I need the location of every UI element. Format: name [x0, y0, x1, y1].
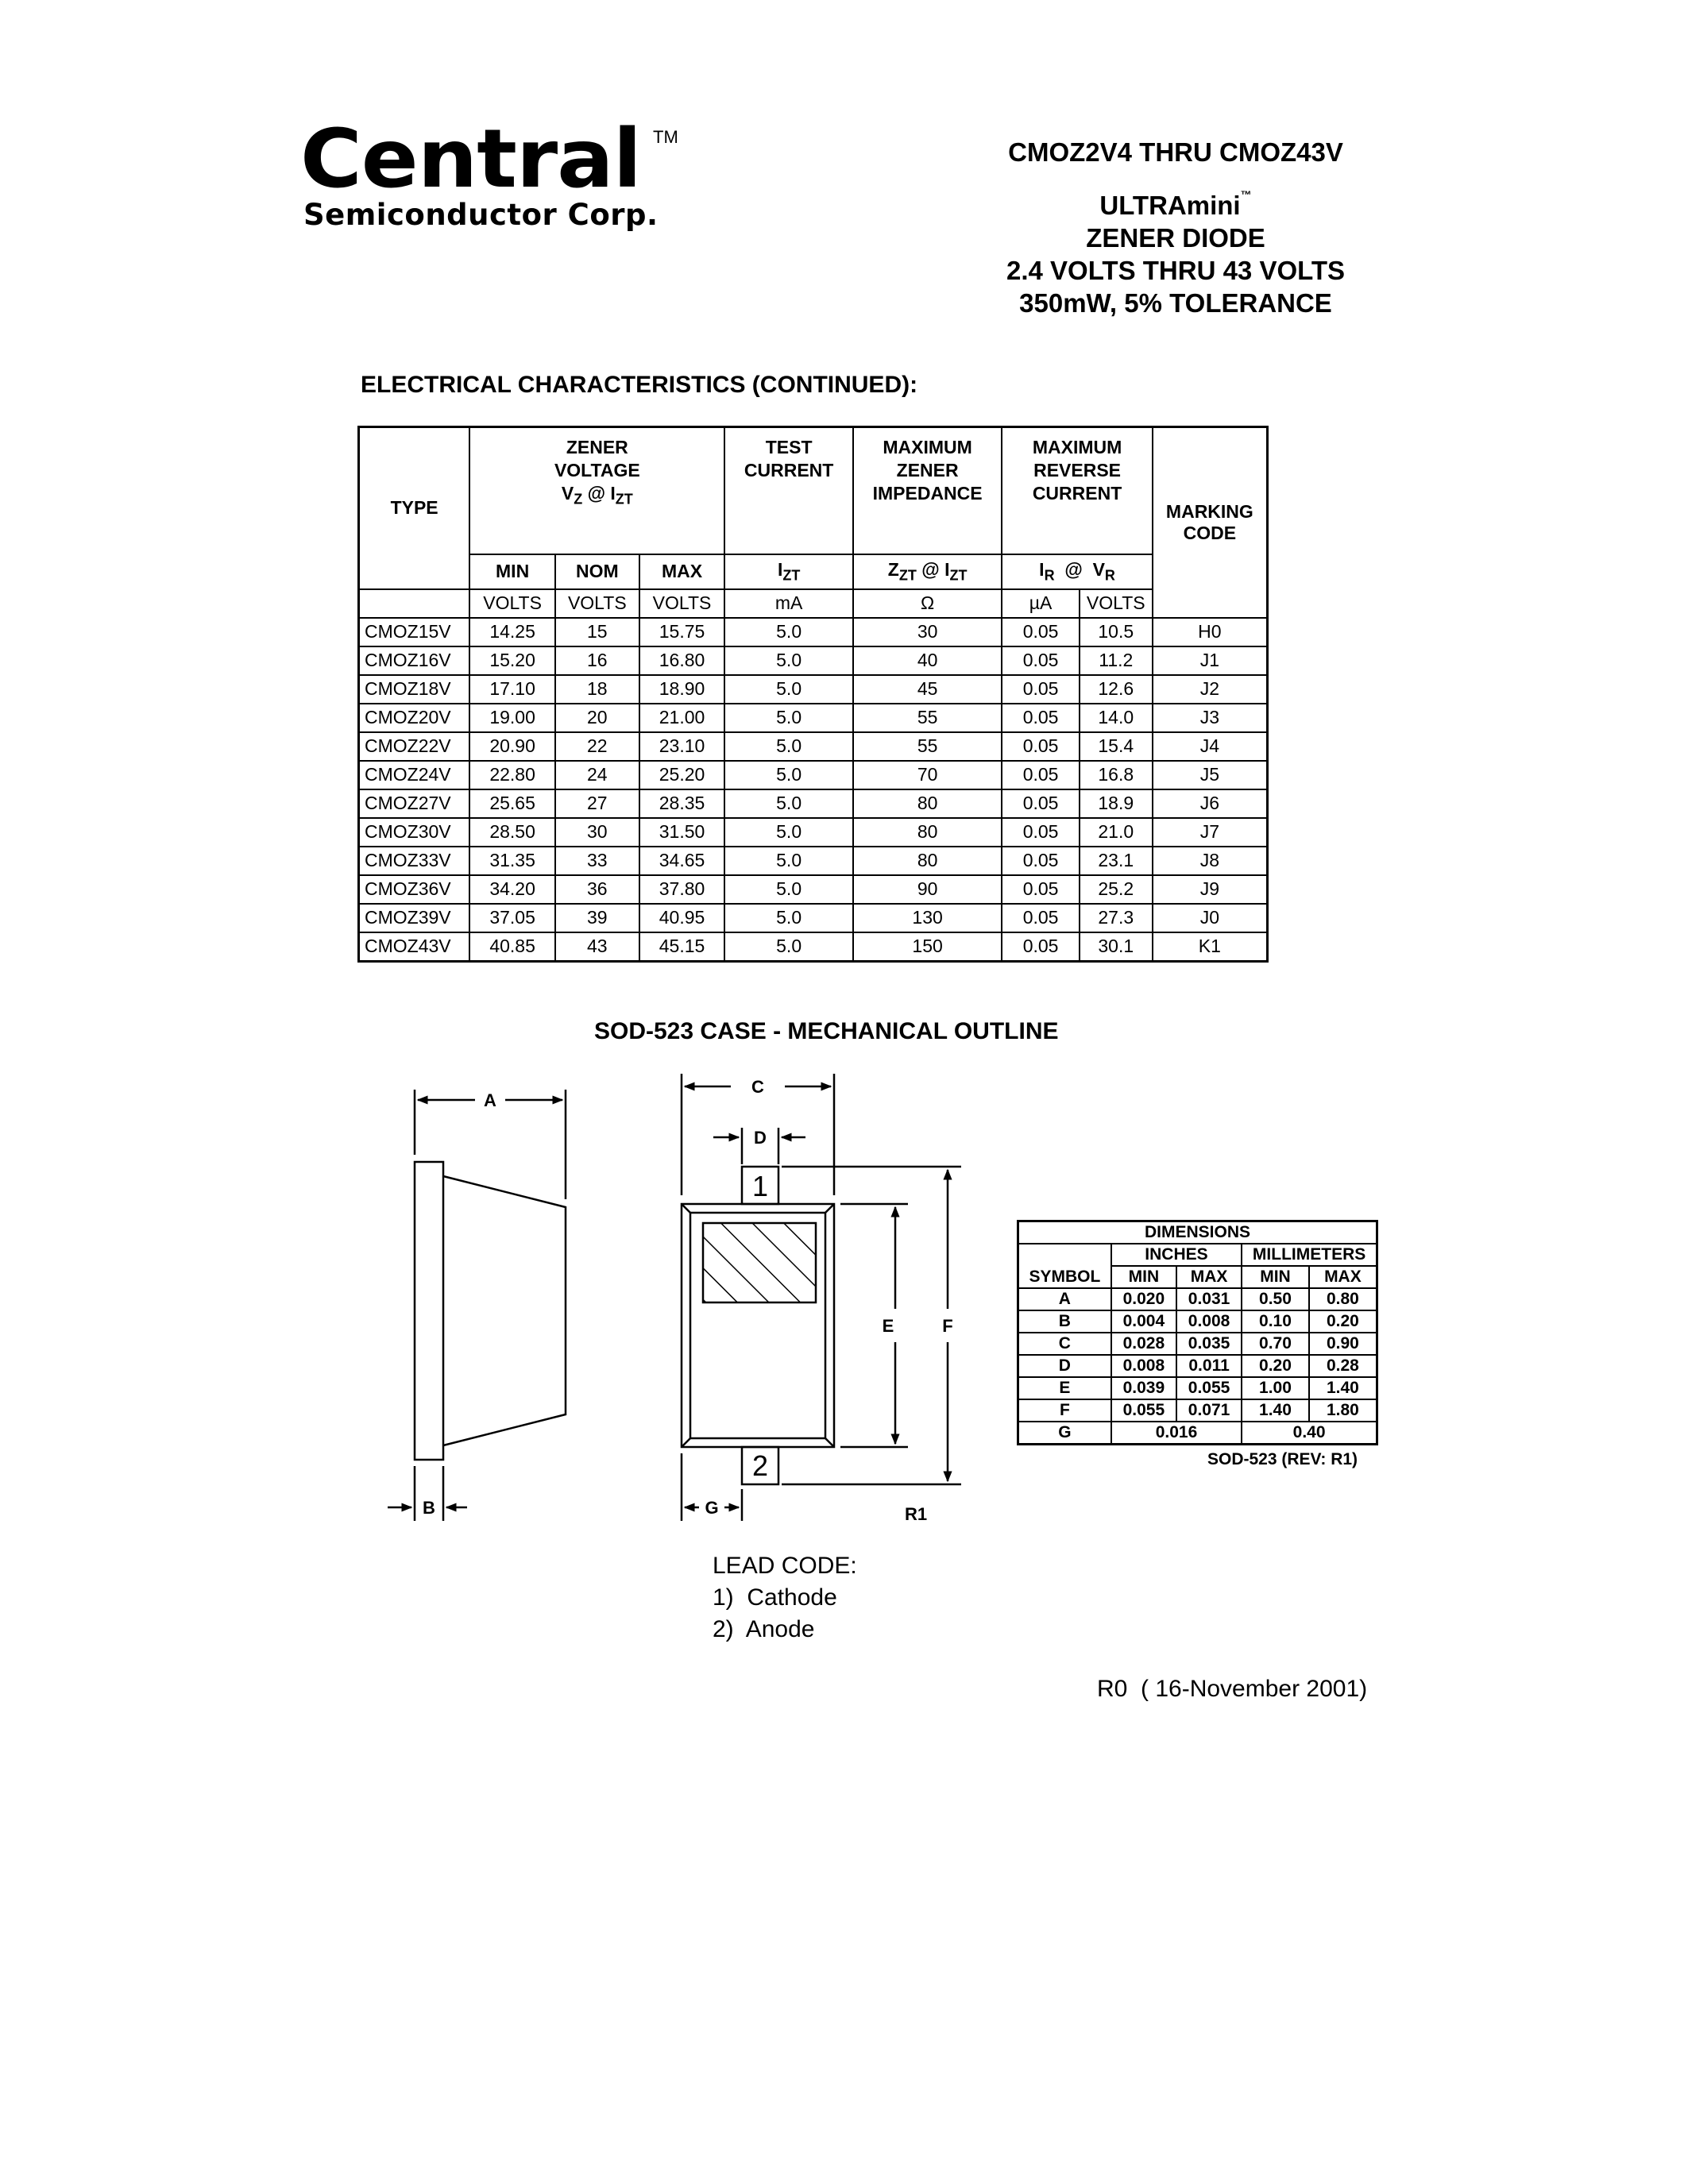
dimension-value: 0.071 [1176, 1399, 1242, 1422]
table-cell: 25.65 [469, 789, 555, 818]
table-cell: J6 [1153, 789, 1268, 818]
table-cell: 0.05 [1002, 675, 1079, 704]
table-cell: 28.50 [469, 818, 555, 847]
table-cell: 16.80 [639, 646, 725, 675]
table-cell: 0.05 [1002, 818, 1079, 847]
dimension-value: 1.00 [1242, 1377, 1309, 1399]
part-number-cell: CMOZ36V [359, 875, 470, 904]
header-zener-voltage: ZENER VOLTAGE $V_Z$ @ $I_{ZT}$ [469, 427, 724, 554]
dim-label-e: E [882, 1316, 894, 1336]
table-cell: 70 [853, 761, 1002, 789]
dimension-symbol: E [1018, 1377, 1111, 1399]
header-type: TYPE [359, 427, 470, 589]
dimension-value: 0.004 [1111, 1310, 1176, 1333]
dimension-value: 0.10 [1242, 1310, 1309, 1333]
table-cell: 18.90 [639, 675, 725, 704]
dimension-symbol: B [1018, 1310, 1111, 1333]
header-marking-code: MARKING CODE [1153, 427, 1268, 618]
table-cell: 80 [853, 789, 1002, 818]
dim-label-b: B [423, 1498, 435, 1518]
table-cell: 5.0 [724, 904, 852, 932]
table-cell: 5.0 [724, 818, 852, 847]
lead-code-item: 2) Anode [713, 1616, 815, 1642]
unit-cell: VOLTS [1080, 589, 1153, 618]
table-cell: 11.2 [1080, 646, 1153, 675]
dimension-value: 0.80 [1309, 1288, 1377, 1310]
dimension-row [1018, 1355, 1377, 1377]
part-number-cell: CMOZ27V [359, 789, 470, 818]
dimension-value: 0.28 [1309, 1355, 1377, 1377]
dimension-value: 0.90 [1309, 1333, 1377, 1355]
table-cell: 5.0 [724, 646, 852, 675]
dim-row-g-inches: 0.016 [1111, 1422, 1242, 1445]
table-cell: 130 [853, 904, 1002, 932]
pin-1-label: 1 [751, 1170, 769, 1202]
table-cell: 30.1 [1080, 932, 1153, 962]
table-cell: 5.0 [724, 704, 852, 732]
dimension-value: 0.055 [1176, 1377, 1242, 1399]
company-logo: Central [300, 112, 642, 206]
table-cell: 80 [853, 818, 1002, 847]
table-cell: 5.0 [724, 789, 852, 818]
table-cell: 15.4 [1080, 732, 1153, 761]
table-cell: 17.10 [469, 675, 555, 704]
table-cell: 12.6 [1080, 675, 1153, 704]
header-test-current: TEST CURRENT [724, 427, 852, 554]
table-cell: 0.05 [1002, 875, 1079, 904]
dim-label-r1: R1 [904, 1504, 928, 1524]
dimension-value: 0.031 [1176, 1288, 1242, 1310]
part-range: CMOZ2V4 THRU CMOZ43V [1008, 137, 1343, 167]
dimension-value: 0.055 [1111, 1399, 1176, 1422]
table-cell: 40.95 [639, 904, 725, 932]
table-cell: 5.0 [724, 732, 852, 761]
part-number-cell: CMOZ43V [359, 932, 470, 962]
top-view [682, 1074, 961, 1521]
table-cell: 40 [853, 646, 1002, 675]
dimension-symbol: C [1018, 1333, 1111, 1355]
dimension-value: 0.008 [1111, 1355, 1176, 1377]
dim-label-c: C [751, 1077, 764, 1097]
lead-code-title: LEAD CODE: [713, 1553, 857, 1579]
table-cell: J3 [1153, 704, 1268, 732]
dim-label-f: F [942, 1316, 953, 1336]
dimension-value: 0.20 [1242, 1355, 1309, 1377]
table-cell: 36 [555, 875, 639, 904]
min-header: MIN [1242, 1266, 1309, 1288]
table-cell: 16.8 [1080, 761, 1153, 789]
table-cell: 55 [853, 704, 1002, 732]
dim-row-g-mm: 0.40 [1242, 1422, 1377, 1445]
dimension-value: 0.020 [1111, 1288, 1176, 1310]
part-number-cell: CMOZ15V [359, 618, 470, 646]
table-cell: 55 [853, 732, 1002, 761]
table-cell: 23.10 [639, 732, 725, 761]
revision-note: R0 ( 16-November 2001) [1097, 1676, 1368, 1702]
logo-subtitle: Semiconductor Corp. [303, 198, 659, 232]
table-cell: H0 [1153, 618, 1268, 646]
section-title: ELECTRICAL CHARACTERISTICS (CONTINUED): [361, 372, 918, 398]
table-cell: K1 [1153, 932, 1268, 962]
dimension-value: 0.20 [1309, 1310, 1377, 1333]
table-cell: 0.05 [1002, 704, 1079, 732]
dimension-row [1018, 1333, 1377, 1355]
table-cell: 40.85 [469, 932, 555, 962]
dimension-symbol: F [1018, 1399, 1111, 1422]
table-cell: 22 [555, 732, 639, 761]
table-cell: 30 [555, 818, 639, 847]
dimensions-table [1017, 1220, 1378, 1445]
table-cell: J0 [1153, 904, 1268, 932]
table-cell: J8 [1153, 847, 1268, 875]
header-izt-symbol: $I_{ZT}$ [724, 554, 852, 589]
dimensions-note: SOD-523 (REV: R1) [1207, 1450, 1358, 1468]
voltage-range: 2.4 VOLTS THRU 43 VOLTS [1006, 256, 1346, 285]
table-cell: 45 [853, 675, 1002, 704]
table-cell: 39 [555, 904, 639, 932]
table-cell: 14.25 [469, 618, 555, 646]
unit-cell: Ω [853, 589, 1002, 618]
unit-cell: VOLTS [469, 589, 555, 618]
table-cell: 0.05 [1002, 789, 1079, 818]
table-cell: 0.05 [1002, 847, 1079, 875]
table-cell: 27.3 [1080, 904, 1153, 932]
table-cell: 15.20 [469, 646, 555, 675]
dimension-row [1018, 1399, 1377, 1422]
table-cell: 31.35 [469, 847, 555, 875]
table-cell: 0.05 [1002, 732, 1079, 761]
dimension-value: 0.011 [1176, 1355, 1242, 1377]
header-max-reverse-current: MAXIMUM REVERSE CURRENT [1002, 427, 1152, 554]
table-cell: 0.05 [1002, 618, 1079, 646]
table-cell: 37.80 [639, 875, 725, 904]
table-cell: J2 [1153, 675, 1268, 704]
dimension-value: 1.40 [1242, 1399, 1309, 1422]
table-cell: 33 [555, 847, 639, 875]
table-cell: 43 [555, 932, 639, 962]
part-number-cell: CMOZ18V [359, 675, 470, 704]
table-cell: 30 [853, 618, 1002, 646]
header-ir-vr-symbol: $I_R$ @ $V_R$ [1002, 554, 1152, 589]
table-cell: 25.2 [1080, 875, 1153, 904]
pin-2-label: 2 [751, 1449, 769, 1482]
lead-code [713, 1550, 857, 1646]
dimension-value: 0.70 [1242, 1333, 1309, 1355]
table-cell: 15.75 [639, 618, 725, 646]
table-cell: 27 [555, 789, 639, 818]
table-cell: 14.0 [1080, 704, 1153, 732]
header-nom: NOM [555, 554, 639, 589]
dimension-row [1018, 1377, 1377, 1399]
dimension-value: 1.40 [1309, 1377, 1377, 1399]
max-header: MAX [1309, 1266, 1377, 1288]
table-cell: 80 [853, 847, 1002, 875]
table-cell: 23.1 [1080, 847, 1153, 875]
table-cell: J4 [1153, 732, 1268, 761]
dim-label-g: G [705, 1498, 719, 1518]
dim-label-a: A [484, 1090, 496, 1110]
table-cell: 5.0 [724, 761, 852, 789]
table-cell: J9 [1153, 875, 1268, 904]
table-cell: 34.20 [469, 875, 555, 904]
table-cell: 5.0 [724, 875, 852, 904]
table-cell: 34.65 [639, 847, 725, 875]
table-cell: 21.0 [1080, 818, 1153, 847]
header-zzt-symbol: $Z_{ZT}$ @ $I_{ZT}$ [853, 554, 1002, 589]
dim-label-d: D [754, 1128, 767, 1148]
mechanical-outline-title: SOD-523 CASE - MECHANICAL OUTLINE [594, 1018, 1059, 1044]
table-cell: J1 [1153, 646, 1268, 675]
unit-cell: mA [724, 589, 852, 618]
symbol-header-blank [1018, 1244, 1111, 1266]
dimension-row [1018, 1288, 1377, 1310]
table-cell: 21.00 [639, 704, 725, 732]
table-cell: 90 [853, 875, 1002, 904]
table-cell: 0.05 [1002, 646, 1079, 675]
dim-row-g-symbol: G [1018, 1422, 1111, 1445]
table-cell: 31.50 [639, 818, 725, 847]
table-cell: 0.05 [1002, 904, 1079, 932]
table-cell: J7 [1153, 818, 1268, 847]
table-cell: 15 [555, 618, 639, 646]
table-cell: 5.0 [724, 847, 852, 875]
dimension-symbol: A [1018, 1288, 1111, 1310]
table-cell: 22.80 [469, 761, 555, 789]
part-number-cell: CMOZ20V [359, 704, 470, 732]
header-max: MAX [639, 554, 725, 589]
millimeters-header: MILLIMETERS [1242, 1244, 1377, 1266]
table-cell: 37.05 [469, 904, 555, 932]
table-cell: 25.20 [639, 761, 725, 789]
table-cell: 18 [555, 675, 639, 704]
table-cell: J5 [1153, 761, 1268, 789]
table-cell: 5.0 [724, 618, 852, 646]
table-cell: 16 [555, 646, 639, 675]
unit-cell: µA [1002, 589, 1079, 618]
table-cell: 19.00 [469, 704, 555, 732]
part-number-cell: CMOZ16V [359, 646, 470, 675]
device-type: ZENER DIODE [1086, 223, 1265, 253]
dimension-value: 1.80 [1309, 1399, 1377, 1422]
part-number-cell: CMOZ22V [359, 732, 470, 761]
table-cell: 0.05 [1002, 761, 1079, 789]
table-cell: 150 [853, 932, 1002, 962]
part-number-cell: CMOZ24V [359, 761, 470, 789]
table-cell: 20 [555, 704, 639, 732]
table-cell: 10.5 [1080, 618, 1153, 646]
max-header: MAX [1176, 1266, 1242, 1288]
table-cell: 20.90 [469, 732, 555, 761]
side-view [388, 1090, 566, 1521]
product-line: ULTRAmini™ [1099, 188, 1252, 220]
part-number-cell: CMOZ33V [359, 847, 470, 875]
symbol-header: SYMBOL [1018, 1266, 1111, 1288]
table-cell: 45.15 [639, 932, 725, 962]
dimension-value: 0.035 [1176, 1333, 1242, 1355]
logo-trademark: TM [653, 127, 678, 147]
dimension-row [1018, 1310, 1377, 1333]
table-cell: 5.0 [724, 932, 852, 962]
unit-cell: VOLTS [639, 589, 725, 618]
dimension-value: 0.50 [1242, 1288, 1309, 1310]
inches-header: INCHES [1111, 1244, 1242, 1266]
dimension-value: 0.028 [1111, 1333, 1176, 1355]
header-max-impedance: MAXIMUM ZENER IMPEDANCE [853, 427, 1002, 554]
table-cell: 18.9 [1080, 789, 1153, 818]
dimension-symbol: D [1018, 1355, 1111, 1377]
table-cell: 5.0 [724, 675, 852, 704]
dimension-value: 0.039 [1111, 1377, 1176, 1399]
rating: 350mW, 5% TOLERANCE [1019, 288, 1332, 318]
table-cell: 24 [555, 761, 639, 789]
table-cell: 0.05 [1002, 932, 1079, 962]
lead-code-item: 1) Cathode [713, 1584, 837, 1611]
part-number-cell: CMOZ39V [359, 904, 470, 932]
header-min: MIN [469, 554, 555, 589]
unit-cell: VOLTS [555, 589, 639, 618]
part-number-cell: CMOZ30V [359, 818, 470, 847]
min-header: MIN [1111, 1266, 1176, 1288]
dimensions-title: DIMENSIONS [1018, 1221, 1377, 1244]
table-cell: 28.35 [639, 789, 725, 818]
dimension-value: 0.008 [1176, 1310, 1242, 1333]
